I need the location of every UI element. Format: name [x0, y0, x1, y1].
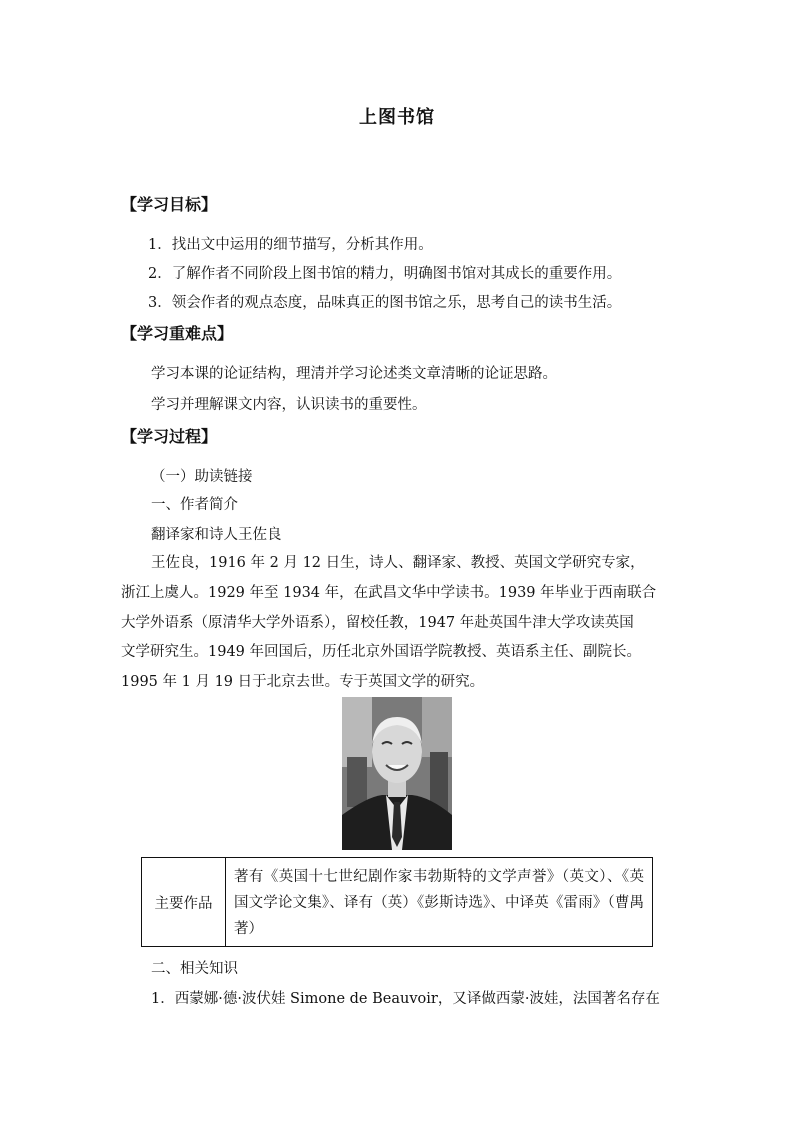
key-point-item: 学习并理解课文内容，认识读书的重要性。 [151, 397, 427, 413]
section-heading-process: 【学习过程】 [121, 427, 218, 446]
related-knowledge-line: 1．西蒙娜·德·波伏娃 Simone de Beauvoir，又译做西蒙·波娃，法国著名存在 [151, 991, 660, 1007]
works-label-cell: 主要作品 [142, 858, 226, 947]
goal-item: 1．找出文中运用的细节描写，分析其作用。 [148, 237, 433, 253]
goal-item: 3．领会作者的观点态度，品味真正的图书馆之乐，思考自己的读书生活。 [148, 295, 622, 311]
author-subtitle: 翻译家和诗人王佐良 [151, 527, 282, 543]
key-point-item: 学习本课的论证结构，理清并学习论述类文章清晰的论证思路。 [151, 366, 557, 382]
bio-line: 浙江上虞人。1929 年至 1934 年，在武昌文华中学读书。1939 年毕业于西南联合 [121, 585, 657, 601]
table-row [142, 858, 653, 947]
works-table [141, 857, 653, 947]
related-knowledge-heading: 二、相关知识 [151, 961, 238, 977]
section-heading-goals: 【学习目标】 [121, 195, 218, 214]
page-title: 上图书馆 [359, 107, 435, 128]
author-portrait-photo [342, 697, 452, 850]
section-heading-key-points: 【学习重难点】 [121, 324, 234, 343]
bio-line: 1995 年 1 月 19 日于北京去世。专于英国文学的研究。 [121, 674, 485, 690]
bio-line: 大学外语系（原清华大学外语系），留校任教，1947 年赴英国牛津大学攻读英国 [121, 615, 634, 631]
bio-line: 王佐良，1916 年 2 月 12 日生，诗人、翻译家、教授、英国文学研究专家， [151, 555, 645, 571]
bio-line: 文学研究生。1949 年回国后，历任北京外国语学院教授、英语系主任、副院长。 [121, 644, 642, 660]
author-heading: 一、作者简介 [151, 497, 238, 513]
works-text-cell: 著有《英国十七世纪剧作家韦勃斯特的文学声誉》（英文）、《英国文学论文集》、译有（英）《彭斯诗选》、中译英《雷雨》（曹禺著） [226, 858, 653, 947]
goal-item: 2．了解作者不同阶段上图书馆的精力，明确图书馆对其成长的重要作用。 [148, 266, 622, 282]
reading-link-heading: （一）助读链接 [151, 469, 253, 485]
